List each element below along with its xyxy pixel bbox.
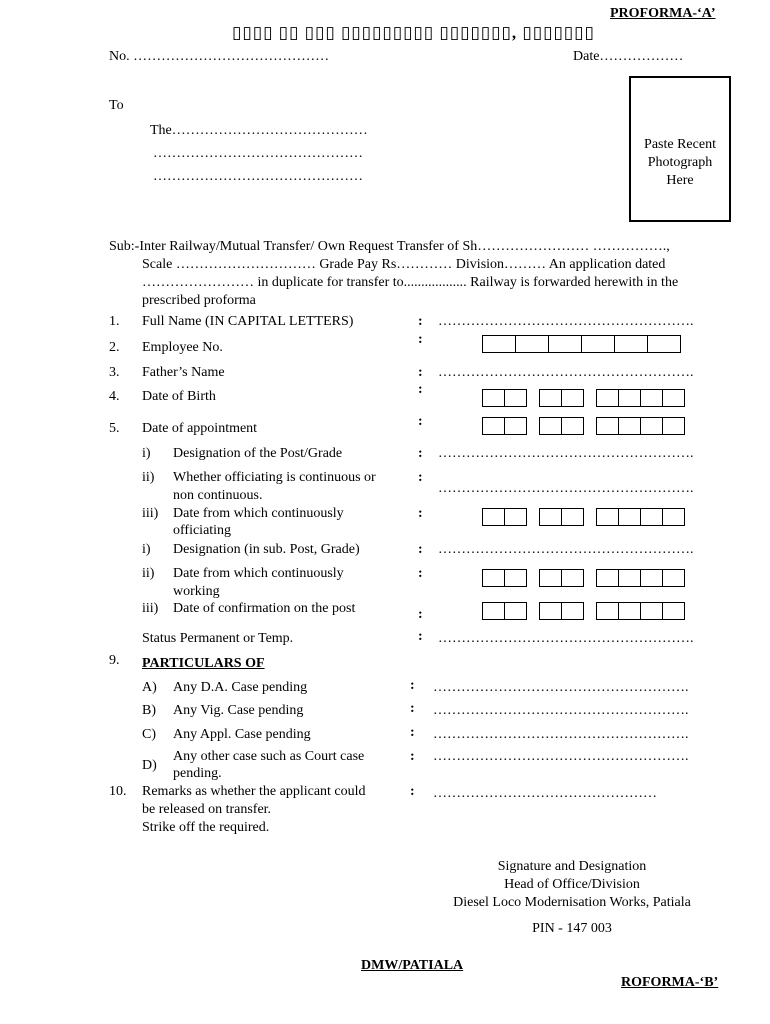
letter-date-field[interactable]: Date……………… (573, 49, 684, 64)
full-name-field[interactable]: ………………………………………………. (438, 314, 694, 329)
officiating-month-boxes[interactable] (539, 508, 584, 526)
sub-item-number: D) (142, 758, 157, 773)
officiating-continuous-label-a: Whether officiating is continuous or (173, 470, 376, 485)
remarks-field[interactable]: ………………………………………… (433, 786, 657, 801)
sub-item-number: ii) (142, 470, 155, 485)
colon: : (418, 607, 423, 622)
sub-item-number: C) (142, 727, 156, 742)
signature-block (430, 858, 714, 938)
signature-line-2: Head of Office/Division (504, 877, 640, 892)
sub-item-number: i) (142, 542, 151, 557)
vig-case-label: Any Vig. Case pending (173, 703, 304, 718)
address-line-2[interactable]: ……………………………………… (153, 146, 363, 161)
fathers-name-label: Father’s Name (142, 365, 225, 380)
signature-line-3: Diesel Loco Modernisation Works, Patiala (453, 895, 691, 910)
working-month-boxes[interactable] (539, 569, 584, 587)
remarks-label-b: be released on transfer. (142, 802, 272, 817)
court-case-label-a: Any other case such as Court case (173, 749, 365, 764)
da-case-label: Any D.A. Case pending (173, 680, 308, 695)
substantive-designation-field[interactable]: ………………………………………………. (438, 542, 694, 557)
substantive-designation-label: Designation (in sub. Post, Grade) (173, 542, 360, 557)
item-number: 10. (109, 784, 127, 799)
dob-day-boxes[interactable] (482, 389, 527, 407)
photo-text-line-2: Photograph (647, 155, 713, 170)
letter-number-field[interactable]: No. …………………………………… (109, 49, 330, 64)
doa-month-boxes[interactable] (539, 417, 584, 435)
particulars-heading: PARTICULARS OF (142, 656, 265, 671)
office-title: ▯▯▯▯ ▯▯ ▯▯▯ ▯▯▯▯▯▯▯▯▯ ▯▯▯▯▯▯▯, ▯▯▯▯▯▯▯ (232, 23, 595, 42)
officiating-continuous-label-b: non continuous. (173, 488, 263, 503)
officiating-from-label-b: officiating (173, 523, 232, 538)
item-number: 3. (109, 365, 120, 380)
photo-text-line-3: Here (666, 173, 694, 188)
sub-item-number: i) (142, 446, 151, 461)
dob-month-boxes[interactable] (539, 389, 584, 407)
officiating-designation-label: Designation of the Post/Grade (173, 446, 343, 461)
subject-line-3: …………………… in duplicate for transfer to.................. Railway is forwarded herewith in the (142, 275, 679, 290)
vig-case-field[interactable]: ………………………………………………. (433, 703, 689, 718)
sub-item-number: A) (142, 680, 157, 695)
colon: : (418, 414, 423, 429)
sub-item-number: B) (142, 703, 156, 718)
confirmation-month-boxes[interactable] (539, 602, 584, 620)
to-label: To (109, 98, 124, 113)
colon: : (410, 725, 415, 740)
remarks-label-c: Strike off the required. (142, 820, 270, 835)
subject-line-2: Scale ………………………… Grade Pay Rs………… Division……… An application dated (142, 257, 666, 272)
colon: : (418, 382, 423, 397)
subject-line-4: prescribed proforma (142, 293, 256, 308)
employee-no-label: Employee No. (142, 340, 223, 355)
colon: : (418, 542, 423, 557)
signature-line-1: Signature and Designation (497, 859, 647, 874)
item-number: 1. (109, 314, 120, 329)
colon: : (418, 365, 423, 380)
sub-item-number: ii) (142, 566, 155, 581)
court-case-label-b: pending. (173, 766, 222, 781)
officiating-designation-field[interactable]: ………………………………………………. (438, 446, 694, 461)
colon: : (418, 314, 423, 329)
pin-code: PIN - 147 003 (532, 921, 612, 936)
status-label: Status Permanent or Temp. (142, 631, 294, 646)
colon: : (410, 749, 415, 764)
confirmation-date-label: Date of confirmation on the post (173, 601, 356, 616)
proforma-b-label: ROFORMA-‘B’ (621, 975, 719, 990)
item-number: 9. (109, 653, 120, 668)
colon: : (418, 470, 423, 485)
address-line-3[interactable]: ……………………………………… (153, 169, 363, 184)
sub-item-number: iii) (142, 601, 159, 616)
sub-item-number: iii) (142, 506, 159, 521)
working-from-label-b: working (173, 584, 220, 599)
fathers-name-field[interactable]: ………………………………………………. (438, 365, 694, 380)
date-of-birth-label: Date of Birth (142, 389, 216, 404)
item-number: 5. (109, 421, 120, 436)
doa-year-boxes[interactable] (596, 417, 685, 435)
proforma-a-label: PROFORMA-‘A’ (610, 6, 716, 21)
appl-case-label: Any Appl. Case pending (173, 727, 311, 742)
remarks-label-a: Remarks as whether the applicant could (142, 784, 366, 799)
colon: : (410, 678, 415, 693)
colon: : (418, 446, 423, 461)
address-line-1[interactable]: The…………………………………… (150, 123, 368, 138)
confirmation-day-boxes[interactable] (482, 602, 527, 620)
employee-no-boxes[interactable] (482, 335, 681, 353)
item-number: 2. (109, 340, 120, 355)
photograph-box[interactable] (629, 76, 731, 222)
date-of-appointment-label: Date of appointment (142, 421, 258, 436)
officiating-day-boxes[interactable] (482, 508, 527, 526)
colon: : (418, 566, 423, 581)
colon: : (418, 506, 423, 521)
photo-text-line-1: Paste Recent (644, 137, 716, 152)
working-from-label-a: Date from which continuously (173, 566, 344, 581)
doa-day-boxes[interactable] (482, 417, 527, 435)
da-case-field[interactable]: ………………………………………………. (433, 680, 689, 695)
court-case-field[interactable]: ………………………………………………. (433, 749, 689, 764)
full-name-label: Full Name (IN CAPITAL LETTERS) (142, 314, 354, 329)
subject-line-1: Sub:-Inter Railway/Mutual Transfer/ Own Request Transfer of Sh…………………… ……………., (109, 239, 670, 254)
colon: : (410, 784, 415, 799)
status-field[interactable]: ………………………………………………. (438, 631, 694, 646)
colon: : (410, 701, 415, 716)
officiating-continuous-field[interactable]: ………………………………………………. (438, 481, 694, 496)
officiating-from-label-a: Date from which continuously (173, 506, 344, 521)
item-number: 4. (109, 389, 120, 404)
working-year-boxes[interactable] (596, 569, 685, 587)
appl-case-field[interactable]: ………………………………………………. (433, 727, 689, 742)
working-day-boxes[interactable] (482, 569, 527, 587)
colon: : (418, 629, 423, 644)
colon: : (418, 332, 423, 347)
dob-year-boxes[interactable] (596, 389, 685, 407)
officiating-year-boxes[interactable] (596, 508, 685, 526)
confirmation-year-boxes[interactable] (596, 602, 685, 620)
footer-org: DMW/PATIALA (361, 958, 464, 973)
